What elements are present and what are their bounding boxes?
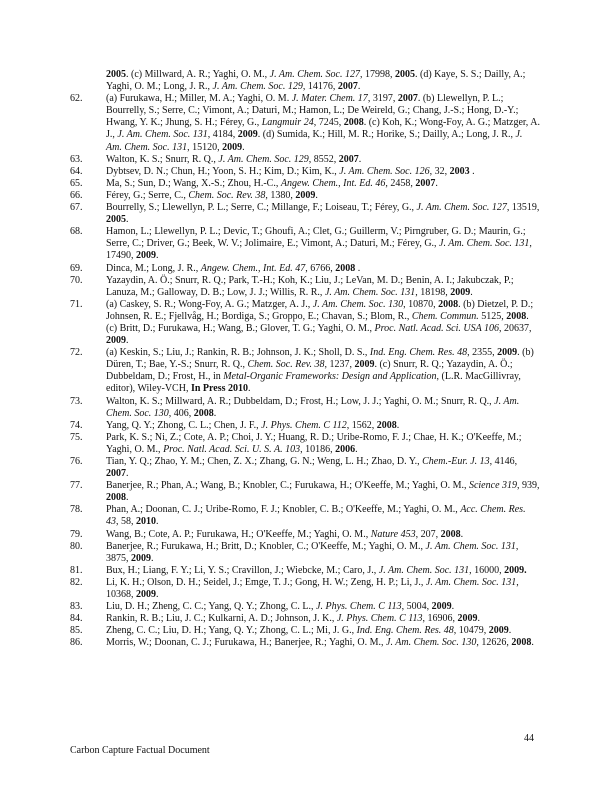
reference-segment: . [126,214,129,226]
reference-segment: , 1380, [265,189,296,201]
reference-year: 2010 [136,516,156,528]
reference-segment: , 16906, [422,613,458,625]
reference-journal: J. Am. Chem. Soc. 130 [106,395,520,419]
reference-text [106,263,540,275]
reference-number: 80. [70,540,83,552]
reference-segment: Férey, G.; Serre, C., [106,189,189,201]
reference-number: 70. [70,274,83,286]
reference-text [106,601,540,613]
reference-year: 2009 [136,589,156,601]
reference-year: 2009 [295,189,316,201]
reference-year: 2007 [415,177,436,189]
reference-segment: , 20637, [499,322,532,334]
reference-segment: Banerjee, R.; Phan, A.; Wang, B.; Knobler, C.; Furukawa, H.; O'Keeffe, M.; Yaghi, O. M., [106,480,469,492]
reference-journal: J. Am. Chem. Soc. 131 [439,238,530,250]
reference-segment: Hamon, L.; Llewellyn, P. L.; Devic, T.; Ghoufi, A.; Clet, G.; Guillerm, V.; Pirngruber, G. D.; Maurin, G.; Serre, C.; Driver, G.; Beek, W. V.; Jolimaire, E.; Vimont, A.; Daturi, M.; Férey, G., [106,226,526,250]
reference-year: 2008 [343,117,364,129]
reference-text [106,625,540,637]
reference-segment: 5125, [478,310,507,322]
reference-segment: . (b) Dietzel, P. D.; Johnsen, R. E.; Fjellvåg, H.; Bordiga, S.; Groppo, E.; Chavan, S.; Blom, R., [106,298,534,322]
reference-segment: (a) Keskin, S.; Liu, J.; Rankin, R. B.; Johnson, J. K.; Sholl, D. S., [106,347,370,359]
reference-text [106,202,540,226]
reference-number: 67. [70,202,83,214]
reference-item [70,263,540,275]
reference-segment: , 4184, [207,129,238,141]
reference-segment: . [460,528,464,540]
reference-segment: . [355,443,358,455]
reference-year: 2009 [488,625,509,637]
reference-segment: . [355,262,361,274]
reference-year: 2008 [438,298,459,310]
reference-year: 2007 [106,468,126,480]
reference-journal: Angew. Chem., Int. Ed. 46 [280,177,386,189]
reference-segment: Yang, Q. Y.; Zhong, C. L.; Chen, J. F., [106,419,262,431]
reference-item [70,93,540,153]
reference-text [106,432,540,456]
reference-number: 76. [70,456,83,467]
reference-text [106,480,540,504]
reference-journal: Chem. Soc. Rev. 38 [247,359,325,371]
reference-segment: , 3875, [106,540,519,564]
reference-year: 2009 [431,601,452,613]
reference-segment: , 939, [517,480,540,492]
reference-journal: Proc. Natl. Acad. Sci. USA 106 [374,322,500,334]
reference-segment: . [357,81,361,93]
reference-year: 2007 [337,81,358,93]
reference-segment: Liu, D. H.; Zheng, C. C.; Yang, Q. Y.; Zhong, C. L., [106,601,317,613]
reference-journal: J. Am. Chem. Soc. 127 [269,69,360,80]
reference-year: 2009 [237,129,258,141]
reference-number: 83. [70,601,83,613]
reference-item [70,625,540,637]
reference-segment: . [315,189,318,201]
reference-journal: J. Am. Chem. Soc. 130 [312,298,404,310]
reference-number: 64. [70,165,83,177]
reference-segment: Walton, K. S.; Snurr, R. Q., [106,153,219,165]
reference-text [106,541,540,565]
reference-segment: Tian, Y. Q.; Zhao, Y. M.; Chen, Z. X.; Zhang, G. N.; Weng, L. H.; Zhao, D. Y., [106,456,423,467]
reference-year: 2009 [457,613,478,625]
reference-item [70,299,540,347]
reference-segment: . [358,153,362,165]
reference-segment: , 17998, [359,69,395,80]
reference-segment: , 14176, [302,81,338,93]
reference-journal: J. Phys. Chem. C 112 [261,419,347,431]
reference-segment: Walton, K. S.; Millward, A. R.; Dubbeldam, D.; Frost, H.; Low, J. J.; Yaghi, O. M.; Snurr, R. Q., [106,395,495,407]
reference-segment: Dybtsev, D. N.; Chun, H.; Yoon, S. H.; Kim, D.; Kim, K., [106,165,340,177]
reference-segment: . [435,177,438,189]
reference-item [70,637,540,649]
reference-journal: J. Am. Chem. Soc. 126 [339,165,430,177]
reference-segment: Ma, S.; Sun, D.; Wang, X.-S.; Zhou, H.-C., [106,177,281,189]
reference-text [106,166,540,178]
reference-item [70,577,540,601]
reference-segment: , 10368, [106,576,519,601]
reference-segment: . (d) Sumida, K.; Hill, M. R.; Horike, S.; Dailly, A.; Long, J. R., [257,129,516,141]
reference-text [106,93,540,153]
reference-year: 2009 [136,250,156,262]
reference-journal: Chem. Soc. Rev. 38 [188,189,266,201]
reference-journal: Ind. Eng. Chem. Res. 48 [356,625,454,637]
reference-item [70,420,540,432]
reference-number: 82. [70,576,83,588]
reference-segment: . [156,250,159,262]
reference-journal: J. Am. Chem. Soc. 131 [106,129,523,153]
reference-number: 72. [70,347,83,359]
reference-segment: Wang, B.; Cote, A. P.; Furukawa, H.; O'Keeffe, M.; Yaghi, O. M., [106,528,371,540]
reference-segment: , 2458, [385,177,416,189]
reference-number: 81. [70,564,83,576]
reference-segment: Zheng, C. C.; Liu, D. H.; Yang, Q. Y.; Zhong, C. L.; Mi, J. G., [106,625,357,637]
reference-text [106,396,540,420]
reference-journal: J. Am. Chem. Soc. 131 [324,286,416,298]
reference-item [70,226,540,262]
reference-segment: , 3197, [367,93,398,105]
reference-text [106,577,540,601]
reference-segment: . [126,335,129,347]
reference-segment: , 32, [429,165,450,177]
reference-number [70,69,106,93]
reference-number: 66. [70,189,83,201]
reference-segment: . [156,589,159,601]
reference-segment: , 1237, [324,359,355,371]
reference-item [70,166,540,178]
reference-segment: . (d) Kaye, S. S.; Dailly, A.; Yaghi, O. M.; Long, J. R., [106,69,526,93]
reference-segment: , 5004, [401,601,432,613]
reference-segment: Morris, W.; Doonan, C. J.; Furukawa, H.; Banerjee, R.; Yaghi, O. M., [106,637,386,649]
reference-segment: . (c) Snurr, R. Q.; Yazaydin, A. Ö.; Dubbeldam, D.; Frost, H., in [106,359,513,383]
reference-segment: . [248,383,251,395]
reference-segment: , 207, [415,528,441,540]
reference-segment: . [531,637,534,649]
reference-item [70,275,540,299]
reference-item [70,178,540,190]
reference-item [70,69,540,93]
reference-text [106,529,540,541]
reference-segment: (a) Furukawa, H.; Miller, M. A.; Yaghi, O. M. [106,93,292,105]
reference-segment: (a) Caskey, S. R.; Wong-Foy, A. G.; Matzger, A. J., [106,298,313,310]
reference-item [70,154,540,166]
reference-year: 2009. [504,564,527,576]
reference-segment: Rankin, R. B.; Liu, J. C.; Kulkarni, A. D.; Johnson, J. K., [106,613,337,625]
reference-journal: Proc. Natl. Acad. Sci. U. S. A. 103 [163,443,301,455]
reference-segment: , 7245, [313,117,344,129]
reference-segment: . [213,407,217,419]
reference-journal: J. Am. Chem. Soc. 129 [212,81,303,93]
reference-journal: Chem.-Eur. J. 13 [422,456,490,467]
reference-number: 77. [70,480,83,492]
reference-segment: Park, K. S.; Ni, Z.; Cote, A. P.; Choi, J. Y.; Huang, R. D.; Uribe-Romo, F. J.; Chae, H. K.; O'Keeffe, M.; Yaghi, O. M., [106,431,522,455]
reference-segment: . (c) Koh, K.; Wong-Foy, A. G.; Matzger, A. J., [106,117,540,141]
reference-journal: Science 319 [468,480,518,492]
reference-list [70,69,540,650]
reference-segment: , 10870, [403,298,439,310]
reference-journal: J. Am. Chem. Soc. 129 [218,153,309,165]
reference-text [106,226,540,262]
reference-journal: J. Mater. Chem. 17 [291,93,368,105]
reference-journal: J. Am. Chem. Soc. 131 [425,540,516,552]
reference-year: 2003 [449,165,470,177]
reference-number: 62. [70,93,83,105]
reference-journal: J. Phys. Chem. C 113 [316,601,402,613]
reference-journal: Metal-Organic Frameworks: Design and Application [223,371,437,383]
reference-number: 86. [70,637,83,649]
reference-year: 2009 [497,347,518,359]
reference-year: 2008 [511,637,532,649]
reference-text [106,347,540,395]
reference-segment: . [156,516,159,528]
reference-segment: . [477,613,480,625]
reference-text [106,275,540,299]
reference-segment: . [451,601,455,613]
reference-year: In Press 2010 [190,383,248,395]
reference-segment: , 2355, [467,347,498,359]
reference-number: 85. [70,625,83,637]
reference-segment: . (c) Millward, A. R.; Yaghi, O. M., [126,69,270,80]
reference-number: 74. [70,419,83,431]
reference-text [106,178,540,190]
reference-journal: J. Phys. Chem. C 113 [336,613,423,625]
reference-segment: . [151,552,154,564]
reference-journal: J. Am. Chem. Soc. 131 [425,576,517,588]
reference-segment: , 6766, [305,262,336,274]
reference-segment: , 17490, [106,238,532,262]
reference-item [70,601,540,613]
reference-segment: Li, K. H.; Olson, D. H.; Seidel, J.; Emge, T. J.; Gong, H. W.; Zeng, H. P.; Li, J., [106,576,426,588]
reference-segment: . [508,625,512,637]
reference-segment: . [396,419,400,431]
reference-segment: Dinca, M.; Long, J. R., [106,262,201,274]
reference-year: 2008 [335,262,356,274]
reference-year: 2007 [397,93,418,105]
reference-journal: Ind. Eng. Chem. Res. 48 [369,347,468,359]
reference-segment: , 13519, [506,202,540,214]
reference-journal: Langmuir 24 [261,117,314,129]
reference-item [70,396,540,420]
reference-item [70,202,540,226]
reference-item [70,347,540,395]
reference-segment: , 10186, [300,443,336,455]
reference-number: 78. [70,504,83,516]
reference-year: 2009 [354,359,375,371]
reference-number: 73. [70,395,83,407]
reference-journal: J. Am. Chem. Soc. 131 [117,129,208,141]
reference-text [106,456,540,480]
reference-number: 65. [70,177,83,189]
reference-year: 2008 [506,310,527,322]
reference-item [70,613,540,625]
reference-item [70,504,540,528]
reference-text [106,504,540,528]
reference-journal: Nature 453 [370,528,416,540]
reference-segment: Yazaydin, A. Ö.; Snurr, R. Q.; Park, T.-H.; Koh, K.; Liu, J.; LeVan, M. D.; Benin, A. I.; Jakubczak, P.; Lanuza, M.; Galloway, D. B.; Low, J. J.; Willis, R. R., [106,274,514,298]
reference-text [106,613,540,625]
reference-segment: Banerjee, R.; Furukawa, H.; Britt, D.; Knobler, C.; O'Keeffe, M.; Yaghi, O. M., [106,540,426,552]
reference-year: 2009 [450,286,471,298]
reference-text [106,420,540,432]
reference-segment: , 18198, [415,286,451,298]
reference-item [70,529,540,541]
reference-segment: Bux, H.; Liang, F. Y.; Li, Y. S.; Cravillon, J.; Wiebcke, M.; Caro, J., [106,564,379,576]
reference-segment: . [470,286,473,298]
reference-segment: . (c) Britt, D.; Furukawa, H.; Wang, B.; Glover, T. G.; Yaghi, O. M., [106,310,529,334]
reference-segment: . [126,468,129,480]
page-number: 44 [524,733,534,744]
reference-segment: , 406, [168,407,194,419]
reference-segment: , 10479, [453,625,489,637]
reference-number: 68. [70,226,83,238]
reference-segment: , 16000, [469,564,505,576]
reference-year: 2005 [106,69,126,80]
reference-journal: J. Am. Chem. Soc. 127 [416,202,507,214]
reference-journal: J. Am. Chem. Soc. 131 [378,564,470,576]
reference-number: 63. [70,153,83,165]
reference-segment: , (L.R. MacGillivray, editor), Wiley-VCH, [106,371,521,395]
reference-segment: . (b) Llewellyn, P. L.; Bourrelly, S.; Serre, C.; Vimont, A.; Daturi, M.; Hamon, L.; De Weireld, G.; Chang, J.-S.; Hong, D.-Y.; Hwang, Y. K.; Jhung, S. H.; Férey, G., [106,93,519,129]
reference-number: 75. [70,431,83,443]
reference-segment: . [469,165,475,177]
reference-text [106,299,540,347]
reference-segment: , 12626, [476,637,512,649]
reference-item [70,541,540,565]
reference-segment: . [242,141,245,153]
reference-item [70,190,540,202]
reference-year: 2008 [193,407,214,419]
reference-year: 2009 [222,141,243,153]
reference-year: 2008 [106,492,126,504]
reference-text [106,69,540,93]
reference-number: 69. [70,262,83,274]
reference-number: 79. [70,528,83,540]
reference-segment: Phan, A.; Doonan, C. J.; Uribe-Romo, F. J.; Knobler, C. B.; O'Keeffe, M.; Yaghi, O. M., [106,504,461,516]
reference-item [70,480,540,504]
reference-journal: Angew. Chem., Int. Ed. 47 [200,262,306,274]
reference-year: 2009 [106,335,126,347]
reference-journal: Chem. Commun. [411,310,479,322]
reference-text [106,154,540,166]
reference-segment: , 4146, [489,456,518,467]
reference-journal: Acc. Chem. Res. 43 [106,504,526,528]
footer-document-title: Carbon Capture Factual Document [70,745,210,756]
reference-journal: J. Am. Chem. Soc. 130 [386,637,477,649]
reference-year: 2009 [131,552,151,564]
reference-year: 2008 [440,528,461,540]
reference-segment: , 8552, [308,153,339,165]
reference-number: 84. [70,613,83,625]
reference-year: 2008 [376,419,397,431]
reference-item [70,456,540,480]
reference-segment: Bourrelly, S.; Llewellyn, P. L.; Serre, C.; Millange, F.; Loiseau, T.; Férey, G., [106,202,417,214]
reference-text [106,565,540,577]
reference-segment: , 1562, [346,419,377,431]
reference-year: 2005 [394,69,415,80]
reference-segment: , 15120, [187,141,223,153]
reference-segment: , 58, [116,516,136,528]
reference-number: 71. [70,298,83,310]
reference-year: 2007 [338,153,359,165]
reference-text [106,637,540,649]
reference-item [70,565,540,577]
reference-year: 2005 [106,214,126,226]
reference-segment: . [126,492,129,504]
reference-item [70,432,540,456]
reference-segment: . (b) Düren, T.; Bae, Y.-S.; Snurr, R. Q., [106,347,534,371]
reference-year: 2006 [335,443,356,455]
reference-text [106,190,540,202]
